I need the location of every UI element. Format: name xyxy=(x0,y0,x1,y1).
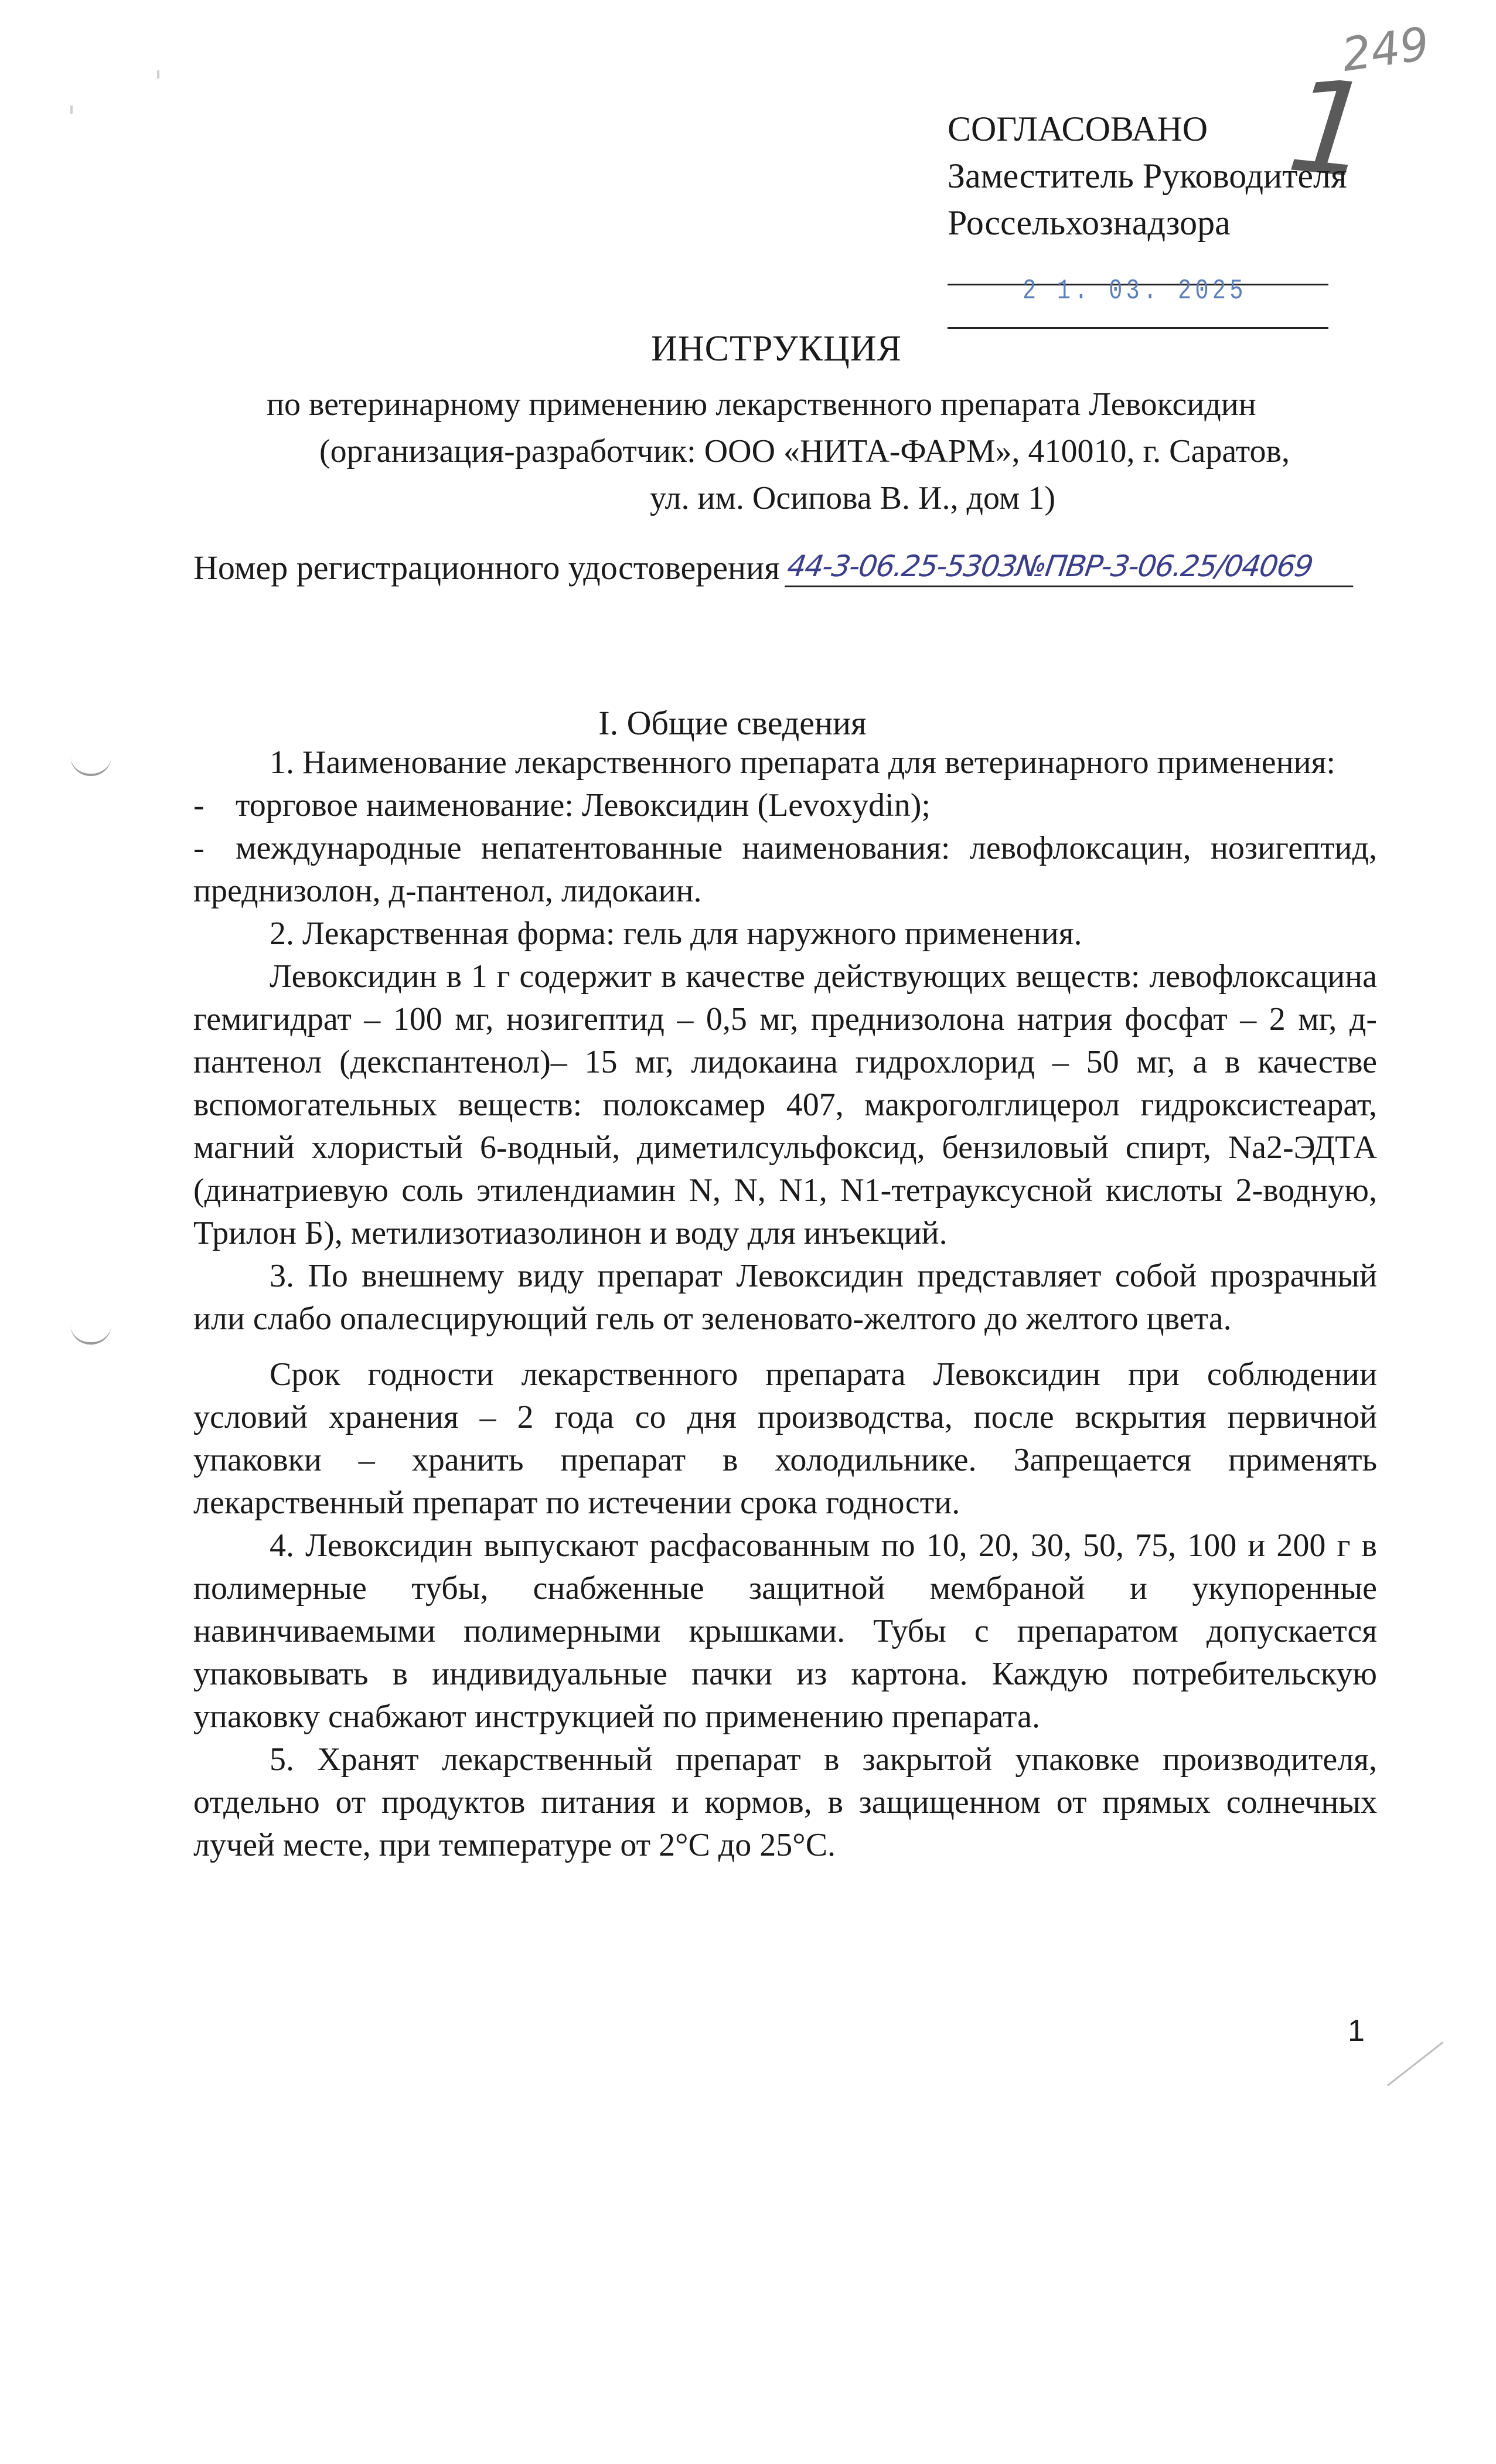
dash-mark: - xyxy=(193,787,205,823)
document-body xyxy=(193,741,1377,1867)
paragraph-4: 4. Левоксидин выпускают расфасованным по 10, 20, 30, 50, 75, 100 и 200 г в полимерные тубы, снабженные защитной мембраной и укупоренные навинчиваемыми полимерными крышками. Тубы с препаратом допускается упаковывать в индивидуальные пачки из картона. Каждую потребительскую упаковку снабжают инструкцией по применению препарата. xyxy=(193,1527,1377,1735)
paragraph-1-trade-name: - торговое наименование: Левоксидин (Levoxydin); xyxy=(193,784,1377,827)
page-number: 1 xyxy=(1348,2014,1365,2048)
paragraph-1-inn: - международные непатентованные наименования: левофлоксацин, нозигептид, преднизолон, д-пантенол, лидокаин. xyxy=(193,827,1377,913)
subtitle-line-1: по ветеринарному применению лекарственного препарата Левоксидин xyxy=(267,386,1256,423)
document-subtitle xyxy=(267,381,1380,522)
pen-stroke-mark xyxy=(1387,2041,1443,2086)
section-heading: I. Общие сведения xyxy=(598,704,867,742)
document-title: ИНСТРУКЦИЯ xyxy=(651,329,902,369)
paragraph-1: 1. Наименование лекарственного препарата для ветеринарного применения: xyxy=(270,744,1335,781)
paragraph-2-composition: Левоксидин в 1 г содержит в качестве действующих веществ: левофлоксацина гемигидрат – 100 мг, нозигептид – 0,5 мг, преднизолона натрия фосфат – 2 мг, д-пантенол (декспантенол)– 15 мг, лидокаина гидрохлорид – 50 мг, а в качестве вспомогательных веществ: полоксамер 407, макроголглицерол гидроксистеарат, магний хлористый 6-водный, диметилсульфоксид, бензиловый спирт, Na2-ЭДТА (динатриевую соль этилендиамин N, N, N1, N1-тетрауксусной кислоты 2-водную, Трилон Б), метилизотиазолинон и воду для инъекций. xyxy=(193,958,1377,1251)
subtitle-line-2: (организация-разработчик: ООО «НИТА-ФАРМ», 410010, г. Саратов, xyxy=(319,433,1290,469)
paragraph-3: 3. По внешнему виду препарат Левоксидин представляет собой прозрачный или слабо опалесцирующий гель от зеленовато-желтого до желтого цвета. xyxy=(193,1258,1377,1337)
punch-hole-mark xyxy=(70,756,111,776)
handwritten-sheet-mark: 1 xyxy=(1282,50,1379,208)
paragraph-5: 5. Хранят лекарственный препарат в закрытой упаковке производителя, отдельно от продуктов питания и кормов, в защищенном от прямых солнечных лучей месте, при температуре от 2°С до 25°С. xyxy=(193,1741,1377,1863)
paragraph-3-shelf-life: Срок годности лекарственного препарата Левоксидин при соблюдении условий хранения – 2 года со дня производства, после вскрытия первичной упаковки – хранить препарат в холодильнике. Запрещается применять лекарственный препарат по истечении срока годности. xyxy=(193,1356,1377,1521)
registration-number-row xyxy=(193,548,1377,587)
approval-heading: СОГЛАСОВАНО xyxy=(948,110,1208,148)
paragraph-2: 2. Лекарственная форма: гель для наружного применения. xyxy=(270,916,1082,952)
punch-hole-mark xyxy=(70,1325,111,1345)
approval-agency: Россельхознадзора xyxy=(948,203,1231,242)
scan-speck xyxy=(70,105,73,114)
approval-date-stamp: 2 1. 03. 2025 xyxy=(1023,275,1247,307)
approval-block xyxy=(948,105,1347,246)
registration-number-handwritten: 44-3-06.25-5303№ПВР-3-06.25/04069 xyxy=(785,549,1358,587)
dash-mark: - xyxy=(193,830,205,866)
handwritten-folio-number: 249 xyxy=(1338,18,1433,82)
registration-label: Номер регистрационного удостоверения xyxy=(193,549,780,587)
scan-speck xyxy=(157,70,159,79)
subtitle-line-3: ул. им. Осипова В. И., дом 1) xyxy=(650,480,1055,516)
approval-position: Заместитель Руководителя xyxy=(948,156,1347,195)
